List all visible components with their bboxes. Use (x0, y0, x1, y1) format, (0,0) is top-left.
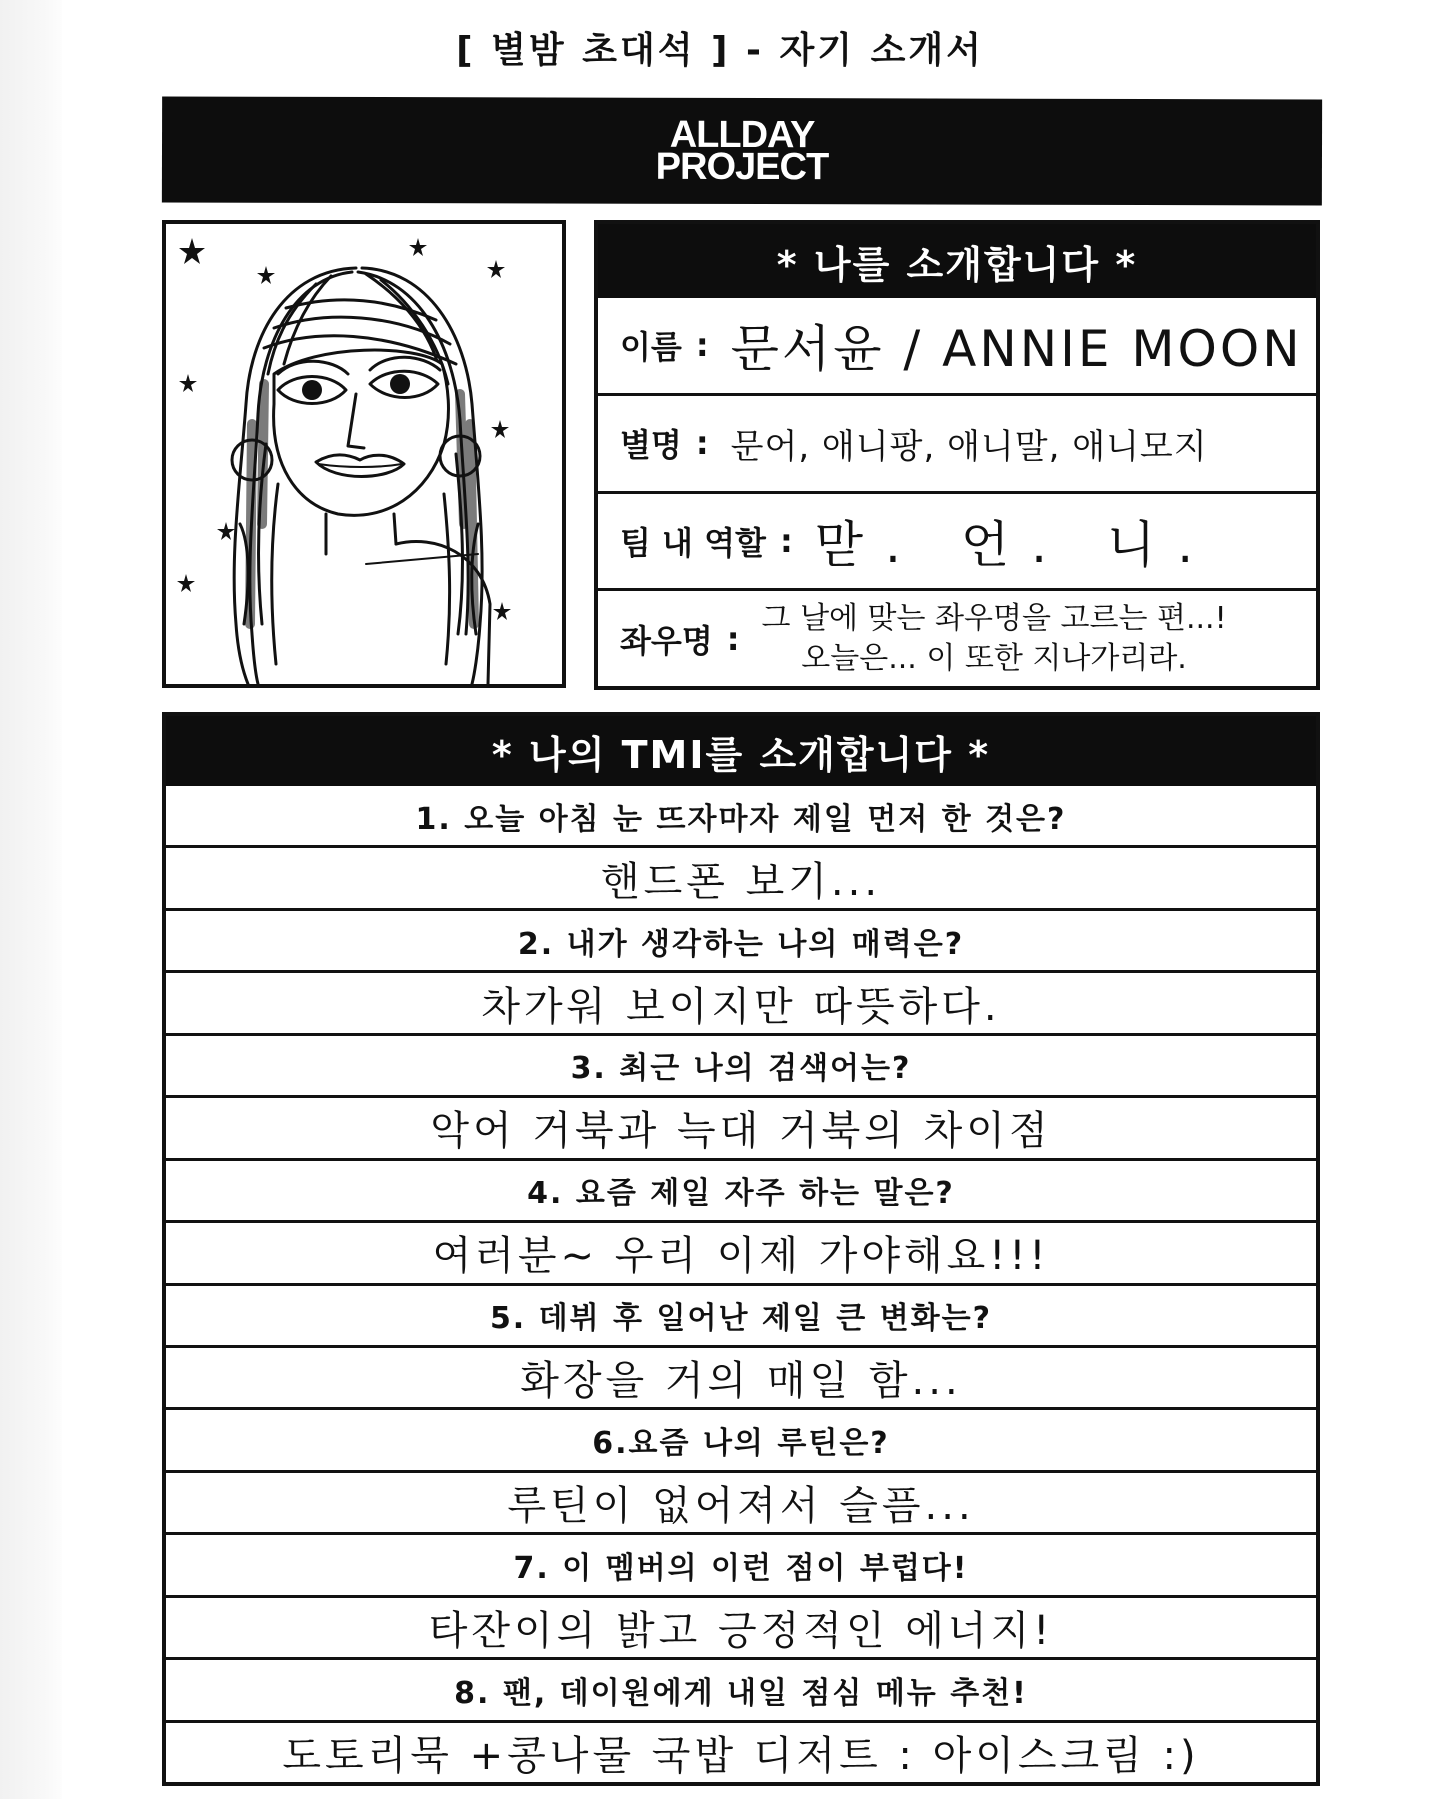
colon: : (695, 424, 709, 463)
tmi-answer: 도토리묵 +콩나물 국밥 디저트 : 아이스크림 :) (166, 1720, 1316, 1782)
tmi-question: 3. 최근 나의 검색어는? (166, 1033, 1316, 1095)
role-row (598, 491, 1316, 589)
tmi-question: 7. 이 멤버의 이런 점이 부럽다! (166, 1532, 1316, 1594)
group-banner (162, 96, 1322, 205)
tmi-answer: 여러분~ 우리 이제 가야해요!!! (166, 1220, 1316, 1282)
nickname-row (598, 393, 1316, 491)
self-portrait-drawing (162, 220, 566, 688)
tmi-answer: 루틴이 없어져서 슬픔... (166, 1470, 1316, 1532)
tmi-answer: 타잔이의 밝고 긍정적인 에너지! (166, 1595, 1316, 1657)
nickname-label: 별명 (620, 426, 682, 465)
motto-row (598, 588, 1316, 686)
name-label: 이름 (620, 328, 682, 367)
role-label: 팀 내 역할 (620, 523, 766, 562)
tmi-answer: 악어 거북과 늑대 거북의 차이점 (166, 1095, 1316, 1157)
role-value: 맏. 언. 니. (814, 515, 1216, 574)
tmi-question: 2. 내가 생각하는 나의 매력은? (166, 908, 1316, 970)
tmi-question: 4. 요즘 제일 자주 하는 말은? (166, 1158, 1316, 1220)
tmi-heading: * 나의 TMI를 소개합니다 * (166, 716, 1316, 786)
paper-edge (0, 0, 62, 1799)
motto-line-1: 그 날에 맞는 좌우명을 고르는 편...! (761, 600, 1227, 636)
tmi-question: 8. 팬, 데이원에게 내일 점심 메뉴 추천! (166, 1657, 1316, 1719)
intro-card (594, 220, 1320, 690)
tmi-question: 5. 데뷔 후 일어난 제일 큰 변화는? (166, 1283, 1316, 1345)
logo-line-1: ALLDAY (669, 113, 815, 157)
tmi-answer: 화장을 거의 매일 함... (166, 1345, 1316, 1407)
colon: : (695, 326, 709, 365)
name-row (598, 298, 1316, 393)
tmi-answer: 차가워 보이지만 따뜻하다. (166, 970, 1316, 1032)
allday-project-logo (655, 113, 829, 189)
tmi-answer: 핸드폰 보기... (166, 845, 1316, 907)
intro-heading: * 나를 소개합니다 * (598, 224, 1316, 298)
tmi-question: 1. 오늘 아침 눈 뜨자마자 제일 먼저 한 것은? (415, 801, 1067, 837)
tmi-card (162, 712, 1320, 1786)
motto-value (762, 599, 1227, 679)
motto-label: 좌우명 (620, 621, 713, 660)
page-title: [ 별밤 초대석 ] - 자기 소개서 (456, 30, 984, 71)
nickname-value: 문어, 애니팡, 애니말, 애니모지 (730, 426, 1208, 467)
logo-line-2: PROJECT (655, 145, 829, 189)
tmi-question: 6.요즘 나의 루틴은? (166, 1407, 1316, 1469)
name-value: 문서윤 / ANNIE MOON (730, 320, 1303, 379)
colon: : (779, 521, 793, 560)
colon: : (726, 619, 740, 658)
motto-line-2: 오늘은... 이 또한 지나가리라. (801, 640, 1187, 676)
